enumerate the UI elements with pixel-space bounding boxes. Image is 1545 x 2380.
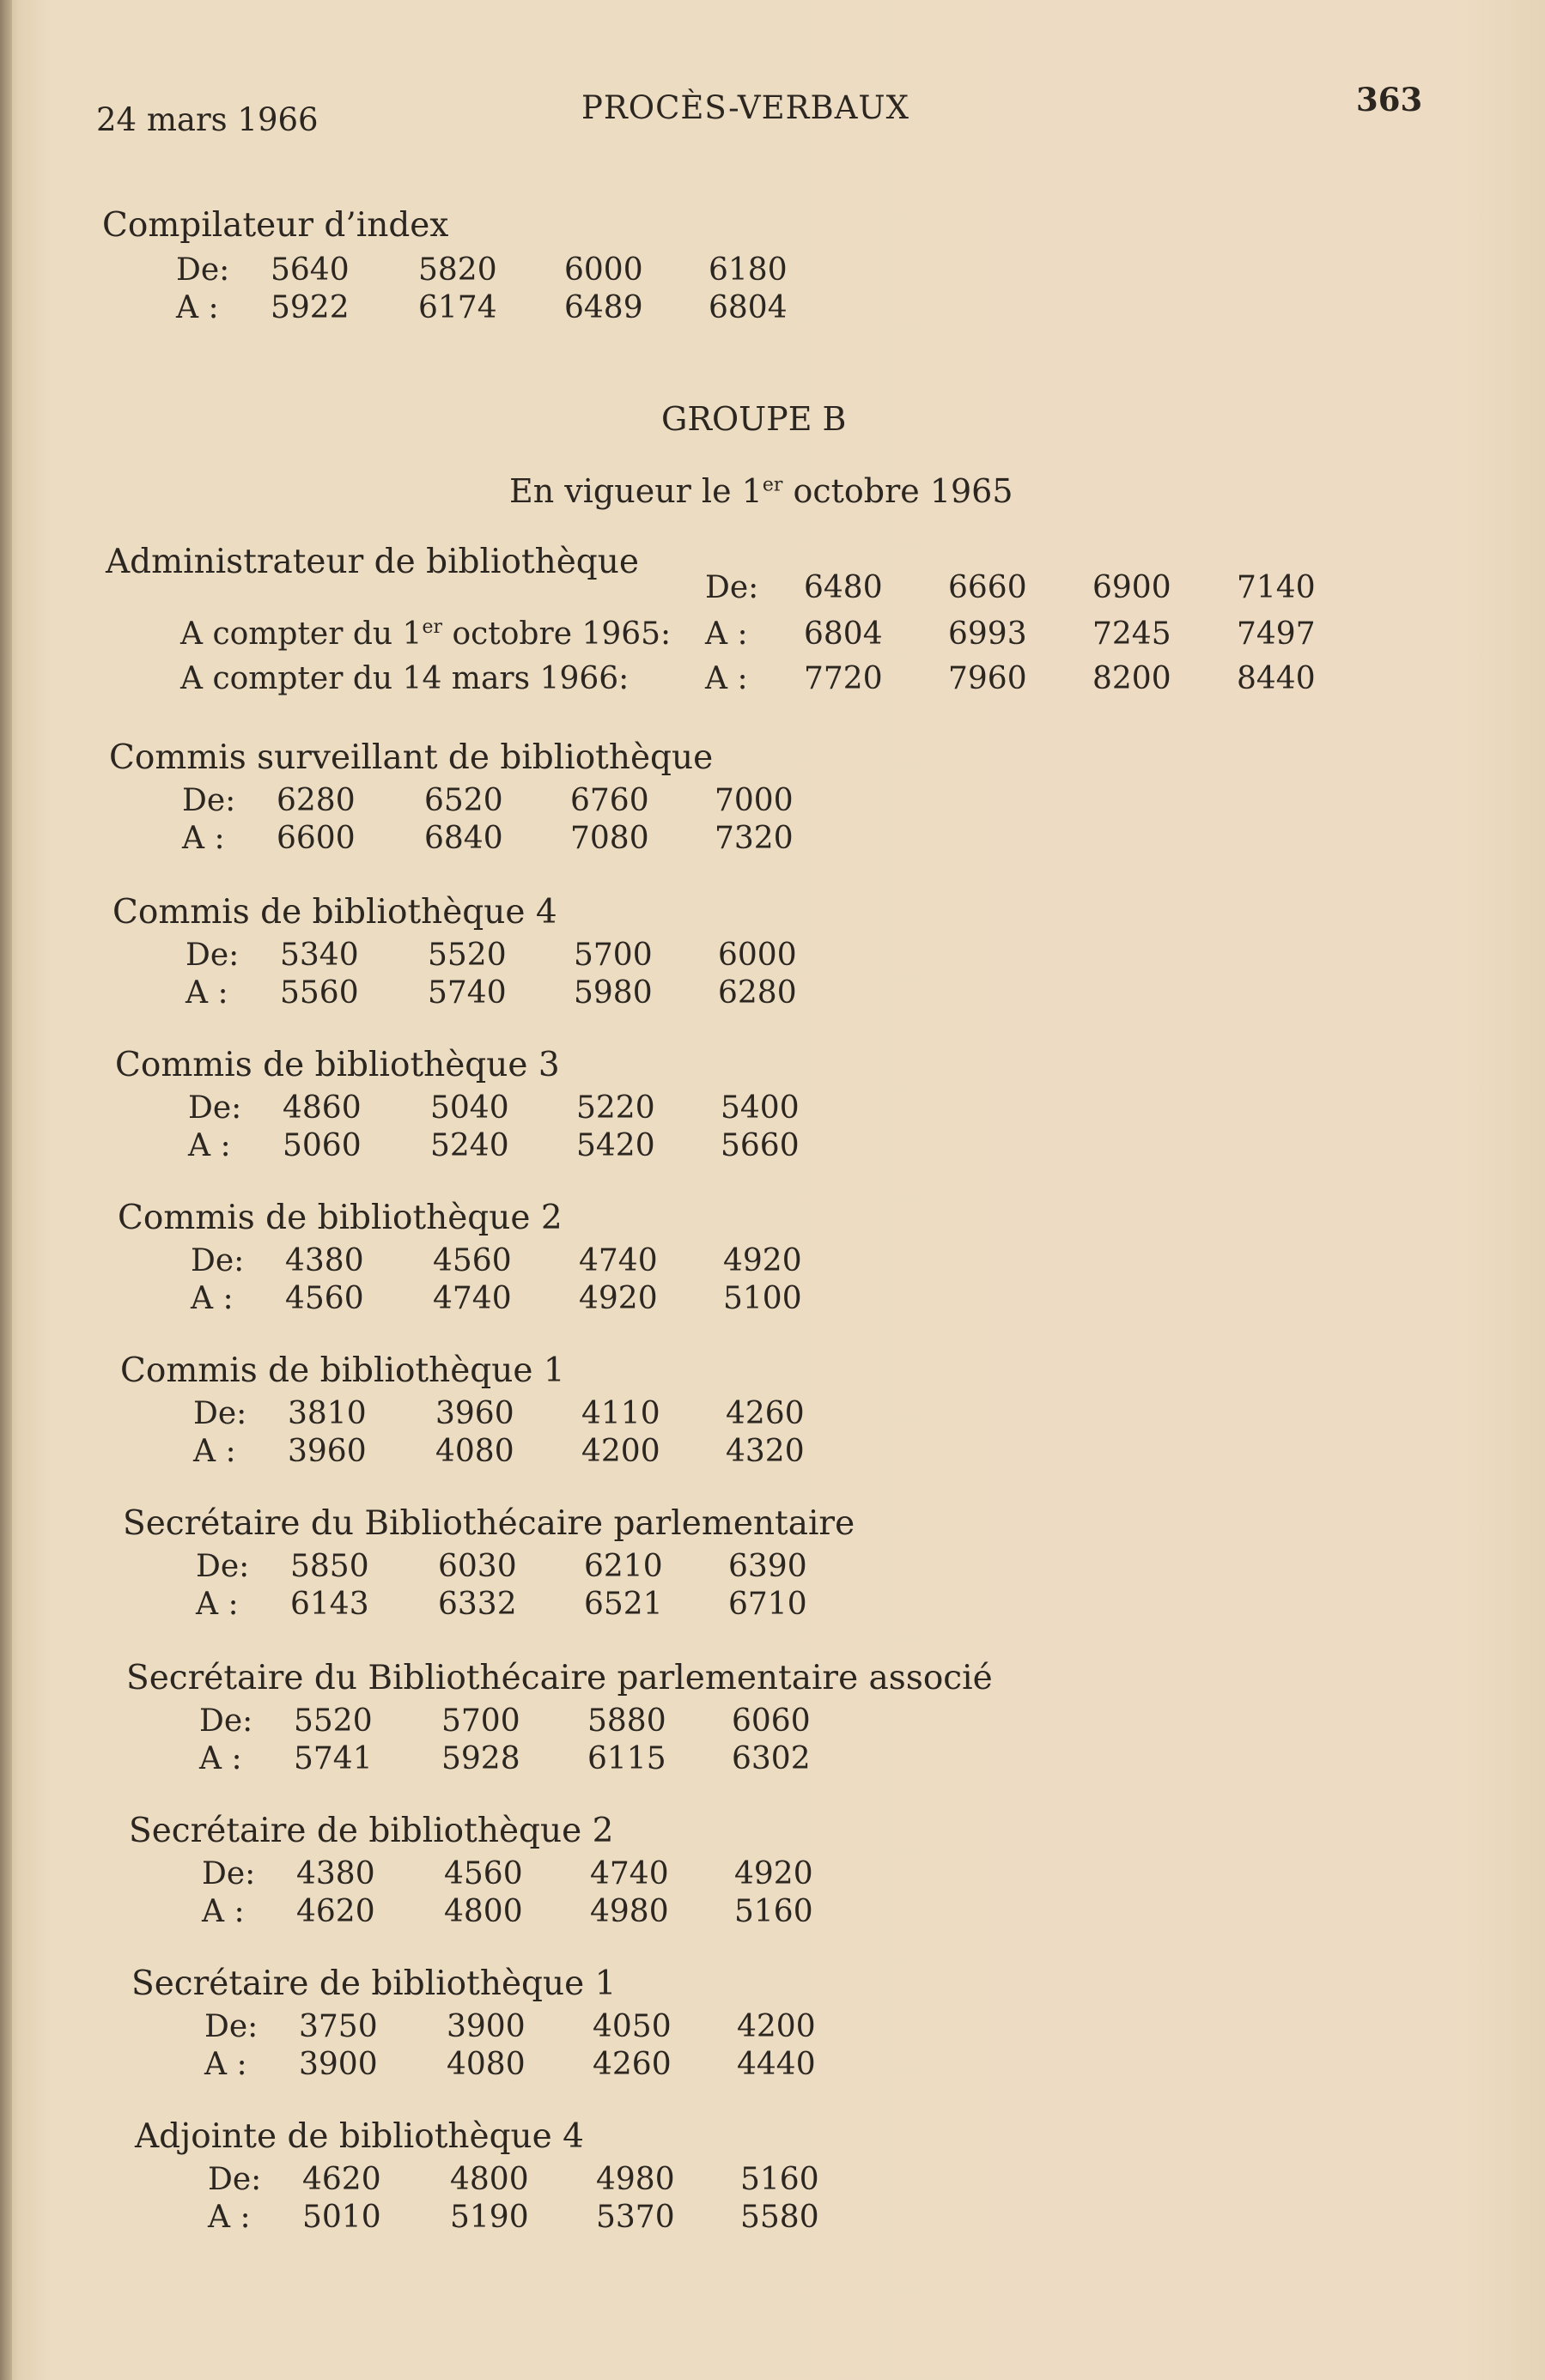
value-cell: 4560 [433, 1243, 512, 1278]
effective-date [509, 472, 1013, 510]
value-cell: 5060 [283, 1128, 362, 1163]
value-cell: 4440 [737, 2047, 816, 2082]
value-cell: 5340 [280, 938, 359, 973]
section-title: Secrétaire du Bibliothécaire parlementaire [123, 1504, 855, 1543]
value-cell: 4800 [450, 2162, 529, 2197]
value-cell: 7960 [948, 661, 1027, 696]
value-cell: 5100 [723, 1281, 802, 1316]
group-heading: GROUPE B [661, 400, 847, 438]
value-cell: 6480 [804, 570, 883, 605]
value-cell: 4080 [435, 1434, 514, 1469]
a-label: A : [193, 1434, 236, 1469]
a-label: A : [705, 616, 748, 652]
a-label: A : [204, 2047, 247, 2082]
value-cell: 7140 [1237, 570, 1316, 605]
value-cell: 5700 [441, 1703, 520, 1739]
value-cell: 6804 [804, 616, 883, 652]
value-cell: 3960 [288, 1434, 367, 1469]
value-cell: 4740 [590, 1856, 669, 1891]
value-cell: 4800 [444, 1894, 523, 1929]
a-label: A : [176, 290, 219, 325]
value-cell: 5190 [450, 2200, 529, 2235]
section-title: Commis de bibliothèque 2 [118, 1199, 563, 1237]
value-cell: 5160 [740, 2162, 819, 2197]
value-cell: 5240 [430, 1128, 509, 1163]
value-cell: 3960 [435, 1396, 514, 1431]
de-label: De: [705, 570, 759, 605]
value-cell: 6804 [709, 290, 788, 325]
effective-suffix: octobre 1965 [782, 472, 1013, 510]
section-title: Adjointe de bibliothèque 4 [135, 2117, 584, 2156]
value-cell: 5700 [574, 938, 653, 973]
value-cell: 4380 [285, 1243, 364, 1278]
value-cell: 4860 [283, 1090, 362, 1126]
value-cell: 5741 [294, 1741, 373, 1776]
value-cell: 6000 [564, 252, 643, 288]
row-suffix: octobre 1965: [442, 616, 672, 652]
value-cell: 4320 [726, 1434, 805, 1469]
value-cell: 3900 [299, 2047, 378, 2082]
value-cell: 6710 [728, 1587, 807, 1622]
de-label: De: [191, 1243, 245, 1278]
a-label: A : [196, 1587, 239, 1622]
section-title: Commis de bibliothèque 1 [120, 1351, 565, 1390]
value-cell: 6302 [732, 1741, 811, 1776]
de-label: De: [202, 1856, 256, 1891]
a-label: A : [191, 1281, 234, 1316]
value-cell: 3810 [288, 1396, 367, 1431]
value-cell: 4560 [285, 1281, 364, 1316]
de-label: De: [208, 2162, 262, 2197]
value-cell: 4050 [593, 2009, 672, 2044]
value-cell: 4980 [590, 1894, 669, 1929]
page-number: 363 [1356, 81, 1423, 118]
value-cell: 6174 [418, 290, 497, 325]
page-binding-edge [0, 0, 12, 2380]
value-cell: 5740 [428, 975, 507, 1011]
value-cell: 7497 [1237, 616, 1316, 652]
section-title: Commis de bibliothèque 3 [115, 1046, 560, 1084]
value-cell: 6900 [1092, 570, 1171, 605]
section-title: Secrétaire de bibliothèque 1 [131, 1964, 617, 2003]
de-label: De: [186, 938, 240, 973]
value-cell: 6143 [290, 1587, 369, 1622]
value-cell: 8200 [1092, 661, 1171, 696]
value-cell: 7720 [804, 661, 883, 696]
value-cell: 6520 [424, 783, 503, 818]
value-cell: 4740 [433, 1281, 512, 1316]
value-cell: 6280 [277, 783, 356, 818]
value-cell: 6000 [718, 938, 797, 973]
row-label: A compter du 14 mars 1966: [180, 661, 630, 696]
value-cell: 5820 [418, 252, 497, 288]
value-cell: 4920 [579, 1281, 658, 1316]
value-cell: 6180 [709, 252, 788, 288]
row-prefix: A compter du 1 [180, 616, 423, 652]
page-header [96, 81, 1423, 139]
de-label: De: [193, 1396, 247, 1431]
section-title: Commis de bibliothèque 4 [113, 893, 557, 932]
value-cell: 7320 [715, 821, 794, 856]
section-title: Administrateur de bibliothèque [106, 543, 639, 581]
header-date: 24 mars 1966 [96, 101, 319, 138]
value-cell: 6521 [584, 1587, 663, 1622]
value-cell: 6760 [570, 783, 649, 818]
effective-sup: er [762, 474, 783, 496]
row-label [180, 616, 671, 652]
value-cell: 4260 [593, 2047, 672, 2082]
value-cell: 4110 [581, 1396, 660, 1431]
value-cell: 6660 [948, 570, 1027, 605]
value-cell: 4080 [447, 2047, 526, 2082]
value-cell: 6280 [718, 975, 797, 1011]
value-cell: 5220 [576, 1090, 655, 1126]
row-sup: er [422, 616, 443, 638]
a-label: A : [208, 2200, 251, 2235]
value-cell: 4740 [579, 1243, 658, 1278]
value-cell: 7000 [715, 783, 794, 818]
value-cell: 5928 [441, 1741, 520, 1776]
value-cell: 4260 [726, 1396, 805, 1431]
value-cell: 6060 [732, 1703, 811, 1739]
de-label: De: [182, 783, 236, 818]
section-title: Secrétaire du Bibliothécaire parlementaire associé [126, 1659, 993, 1697]
value-cell: 5980 [574, 975, 653, 1011]
value-cell: 4920 [723, 1243, 802, 1278]
value-cell: 5520 [294, 1703, 373, 1739]
header-title: PROCÈS-VERBAUX [581, 89, 909, 126]
a-label: A : [199, 1741, 242, 1776]
value-cell: 4560 [444, 1856, 523, 1891]
value-cell: 4380 [296, 1856, 375, 1891]
value-cell: 6030 [438, 1549, 517, 1584]
value-cell: 4620 [302, 2162, 381, 2197]
value-cell: 5010 [302, 2200, 381, 2235]
value-cell: 5850 [290, 1549, 369, 1584]
value-cell: 5560 [280, 975, 359, 1011]
section-title: Compilateur d’index [102, 206, 449, 245]
effective-prefix: En vigueur le 1 [509, 472, 763, 510]
value-cell: 3750 [299, 2009, 378, 2044]
de-label: De: [188, 1090, 242, 1126]
de-label: De: [176, 252, 230, 288]
value-cell: 5660 [721, 1128, 800, 1163]
value-cell: 6600 [277, 821, 356, 856]
value-cell: 8440 [1237, 661, 1316, 696]
value-cell: 6332 [438, 1587, 517, 1622]
section-title: Secrétaire de bibliothèque 2 [129, 1812, 614, 1850]
value-cell: 4920 [734, 1856, 813, 1891]
de-label: De: [204, 2009, 259, 2044]
section-title: Commis surveillant de bibliothèque [109, 738, 714, 777]
value-cell: 4200 [737, 2009, 816, 2044]
a-label: A : [202, 1894, 245, 1929]
value-cell: 6210 [584, 1549, 663, 1584]
value-cell: 3900 [447, 2009, 526, 2044]
value-cell: 5520 [428, 938, 507, 973]
a-label: A : [705, 661, 748, 696]
value-cell: 6840 [424, 821, 503, 856]
a-label: A : [182, 821, 225, 856]
de-label: De: [199, 1703, 253, 1739]
value-cell: 4620 [296, 1894, 375, 1929]
de-label: De: [196, 1549, 250, 1584]
value-cell: 5580 [740, 2200, 819, 2235]
a-label: A : [188, 1128, 231, 1163]
value-cell: 5420 [576, 1128, 655, 1163]
value-cell: 6390 [728, 1549, 807, 1584]
value-cell: 5640 [271, 252, 350, 288]
value-cell: 5040 [430, 1090, 509, 1126]
value-cell: 5370 [596, 2200, 675, 2235]
value-cell: 6993 [948, 616, 1027, 652]
value-cell: 6115 [587, 1741, 666, 1776]
value-cell: 5880 [587, 1703, 666, 1739]
a-label: A : [186, 975, 228, 1011]
value-cell: 5922 [271, 290, 350, 325]
value-cell: 7245 [1092, 616, 1171, 652]
value-cell: 5400 [721, 1090, 800, 1126]
value-cell: 4200 [581, 1434, 660, 1469]
value-cell: 5160 [734, 1894, 813, 1929]
value-cell: 7080 [570, 821, 649, 856]
value-cell: 4980 [596, 2162, 675, 2197]
value-cell: 6489 [564, 290, 643, 325]
